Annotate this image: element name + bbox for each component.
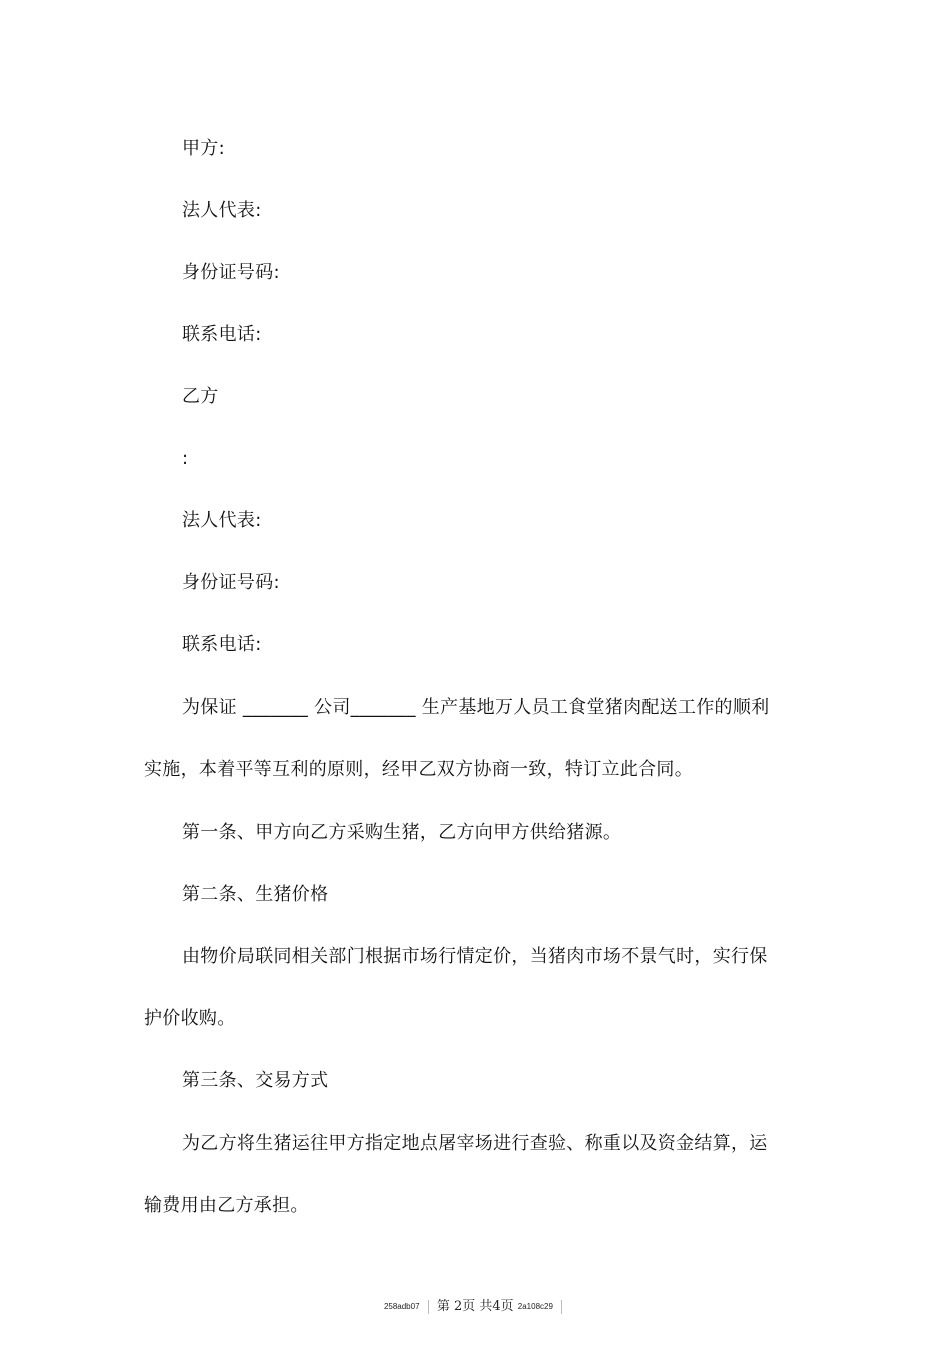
article-3-line-2: 输费用由乙方承担。 [144,1195,309,1216]
article-1: 第一条、甲方向乙方采购生猪，乙方向甲方供给猪源。 [182,822,622,843]
party-a-id-number: 身份证号码: [182,262,280,283]
article-2-line-1: 由物价局联同相关部门根据市场行情定价，当猪肉市场不景气时，实行保 [182,946,768,967]
party-b-id-number: 身份证号码: [182,572,280,593]
party-b-colon: : [182,448,189,469]
footer-divider-right [561,1300,562,1314]
article-3-line-1: 为乙方将生猪运往甲方指定地点屠宰场进行查验、称重以及资金结算，运 [182,1133,768,1154]
footer-divider [428,1300,429,1314]
intro-paragraph-line-1: 为保证 _______ 公司_______ 生产基地万人员工食堂猪肉配送工作的顺利 [182,697,770,718]
article-2-line-2: 护价收购。 [144,1008,236,1029]
footer-right-code: 2a108c29 [517,1302,553,1311]
page-number: 第 2页 共4页 [436,1299,514,1314]
party-b-phone: 联系电话: [182,634,262,655]
page-footer [0,1295,950,1314]
article-3-title: 第三条、交易方式 [182,1070,329,1091]
intro-paragraph-line-2: 实施，本着平等互利的原则，经甲乙双方协商一致，特订立此合同。 [144,759,693,780]
party-a-phone: 联系电话: [182,324,262,345]
article-2-title: 第二条、生猪价格 [182,884,329,905]
party-b-representative: 法人代表: [182,510,262,531]
party-a-label: 甲方: [182,138,225,159]
footer-left-code: 258adb07 [383,1302,420,1311]
party-a-representative: 法人代表: [182,200,262,221]
party-b-label: 乙方 [182,386,219,407]
